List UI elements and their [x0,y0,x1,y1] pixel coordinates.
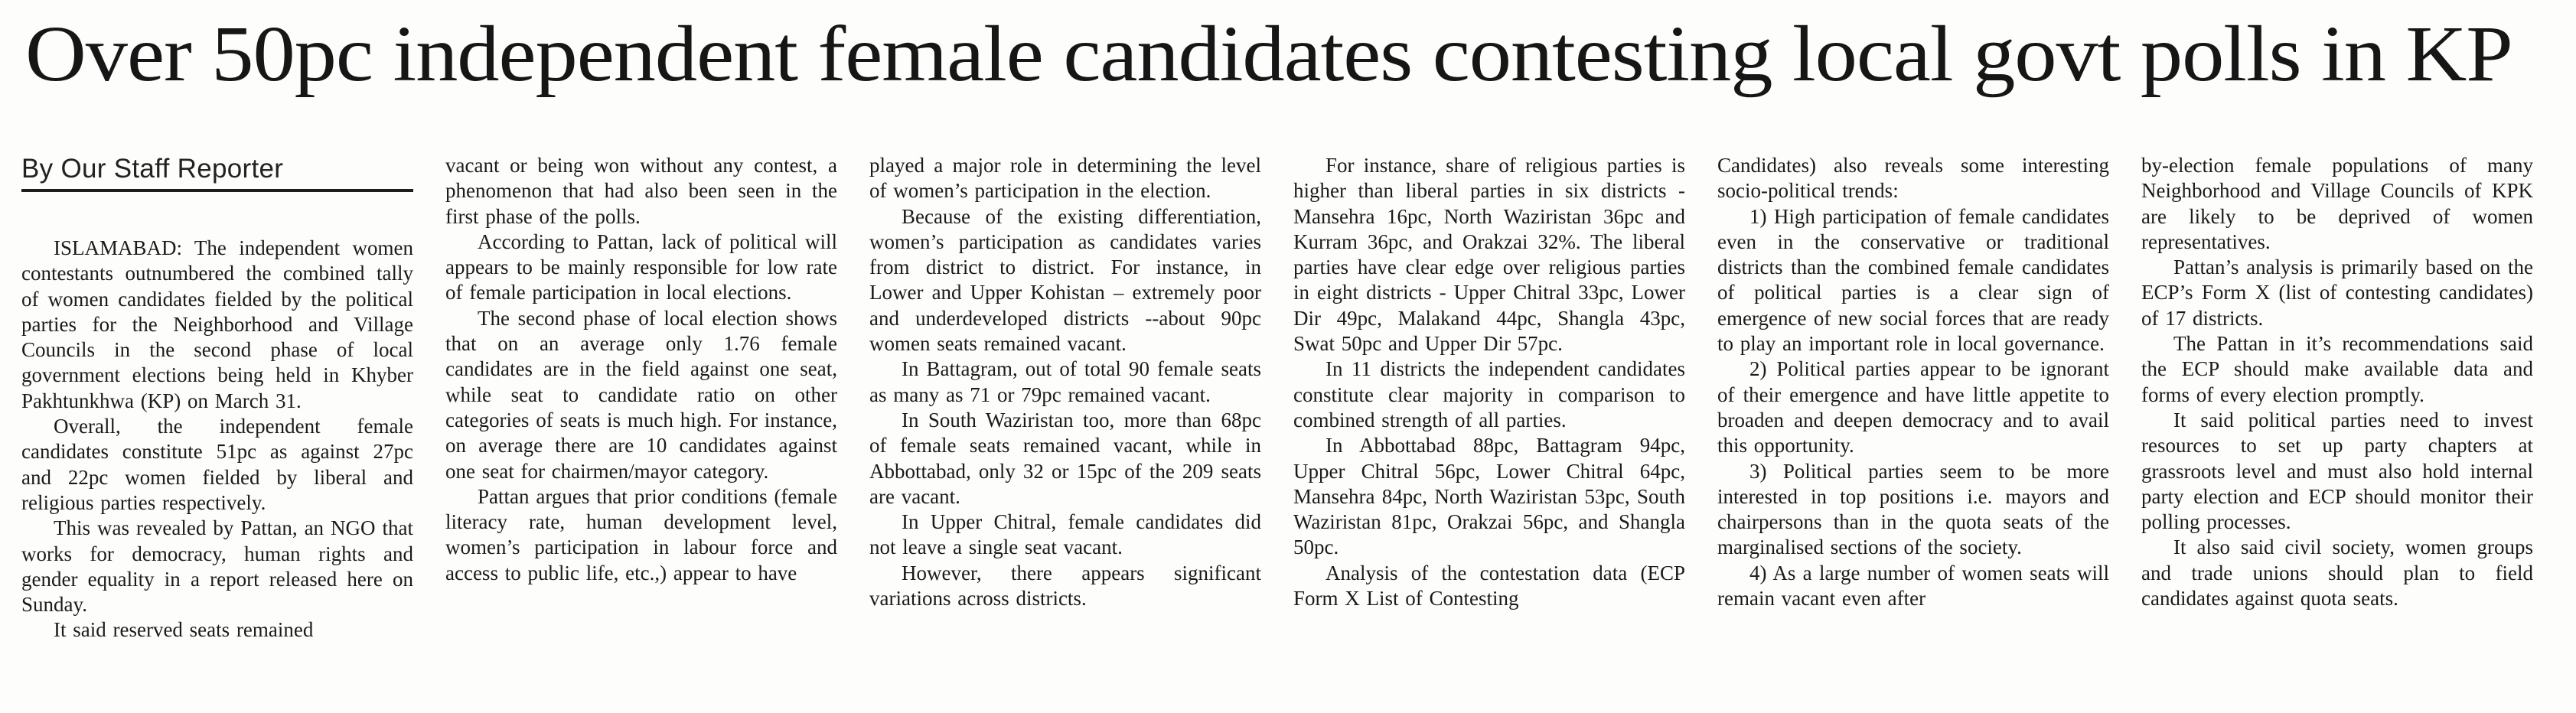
paragraph: In South Waziristan too, more than 68pc of female seats remained vacant, while in Abbottabad, only 32 or 15pc of the 209 seats are vacant. [869,408,1261,508]
paragraph: It said reserved seats remained [54,618,314,642]
paragraph: 3) Political parties seem to be more interested in top positions i.e. mayors and chairpersons than in the quota seats of the marginalised sections of the society. [1717,459,2109,559]
article-column-5 [1717,153,2109,713]
article-column-2 [445,153,837,713]
article-column-6 [2141,153,2533,713]
column-body-5 [1717,153,2109,611]
paragraph: In Abbottabad 88pc, Battagram 94pc, Upper Chitral 56pc, Lower Chitral 64pc, Mansehra 84pc, North Waziristan 53pc, South Waziristan 81pc, Orakzai 56pc, and Shangla 50pc. [1293,434,1685,559]
paragraph: ISLAMABAD: The independent women contestants outnumbered the combined tally of women candidates fielded by the political parties for the Neighborhood and Village Councils in the second phase of local government elections being held in Khyber Pakhtunkhwa (KP) on March 31. [21,236,413,412]
article-columns [21,153,2533,713]
paragraph: It also said civil society, women groups and trade unions should plan to field candidates against quota seats. [2141,536,2533,610]
paragraph: The second phase of local election shows that on an average only 1.76 female candidates are in the field against one seat, while seat to candidate ratio on other categories of seats is much high. For instance, on average there are 10 candidates against one seat for chairmen/mayor category. [445,306,837,483]
byline [21,153,413,192]
paragraph: 2) Political parties appear to be ignorant of their emergence and have little appetite to broaden and deepen democracy and to avail this opportunity. [1717,357,2109,457]
paragraph: According to Pattan, lack of political will appears to be mainly responsible for low rate of female participation in local elections. [445,230,837,304]
paragraph: It said political parties need to invest resources to set up party chapters at grassroots level and must also hold internal party election and ECP should monitor their polling processes. [2141,408,2533,534]
article-column-1 [21,153,413,713]
paragraph: For instance, share of religious parties is higher than liberal parties in six districts - Mansehra 16pc, North Waziristan 36pc and Kurram 36pc, and Orakzai 32%. The liberal parties have clear edge over religious parties in eight districts - Upper Chitral 33pc, Lower Dir 49pc, Malakand 44pc, Shangla 43pc, Swat 50pc and Upper Dir 57pc. [1293,154,1685,356]
byline-text: By Our Staff Reporter [21,154,284,184]
column-body-2 [445,153,837,586]
paragraph: This was revealed by Pattan, an NGO that works for democracy, human rights and gender equality in a report released here on Sunday. [21,516,413,617]
paragraph: The Pattan in it’s recommendations said the ECP should make available data and forms of every election promptly. [2141,332,2533,406]
paragraph: by-election female populations of many Neighborhood and Village Councils of KPK are likely to be deprived of women representatives. [2141,154,2533,253]
article-headline: Over 50pc independent female candidates contesting local govt polls in KP [25,10,2512,98]
column-body-6 [2141,153,2533,611]
paragraph: 4) As a large number of women seats will remain vacant even after [1717,561,2109,610]
article-column-3 [869,153,1261,713]
paragraph: However, there appears significant variations across districts. [869,561,1261,610]
paragraph: In Battagram, out of total 90 female seats as many as 71 or 79pc remained vacant. [869,357,1261,406]
paragraph: Pattan’s analysis is primarily based on the ECP’s Form X (list of contesting candidates) of 17 districts. [2141,256,2533,330]
paragraph: vacant or being won without any contest, a phenomenon that had also been seen in the first phase of the polls. [445,154,837,228]
paragraph: Analysis of the contestation data (ECP Form X List of Contesting [1293,561,1685,610]
paragraph: 1) High participation of female candidates even in the conservative or traditional districts than the combined female candidates of political parties is a clear sign of emergence of new social forces that are ready to play an important role in local governance. [1717,204,2109,356]
column-body-3 [869,153,1261,611]
paragraph: Pattan argues that prior conditions (female literacy rate, human development level, women’s participation in labour force and access to public life, etc.,) appear to have [445,484,837,584]
paragraph: Because of the existing differentiation, women’s participation as candidates varies from district to district. For instance, in Lower and Upper Kohistan – extremely poor and underdeveloped districts --about 90pc women seats remained vacant. [869,204,1261,356]
byline-rule [21,189,413,192]
article-column-4 [1293,153,1685,713]
paragraph: played a major role in determining the level of women’s participation in the election. [869,154,1261,203]
paragraph: In Upper Chitral, female candidates did not leave a single seat vacant. [869,510,1261,559]
paragraph: In 11 districts the independent candidates constitute clear majority in comparison to combined strength of all parties. [1293,357,1685,431]
paragraph: Candidates) also reveals some interesting socio-political trends: [1717,154,2109,203]
paragraph: Overall, the independent female candidates constitute 51pc as against 27pc and 22pc women fielded by liberal and religious parties respectively. [21,415,413,514]
column-body-4 [1293,153,1685,611]
column-body-1 [21,236,413,643]
